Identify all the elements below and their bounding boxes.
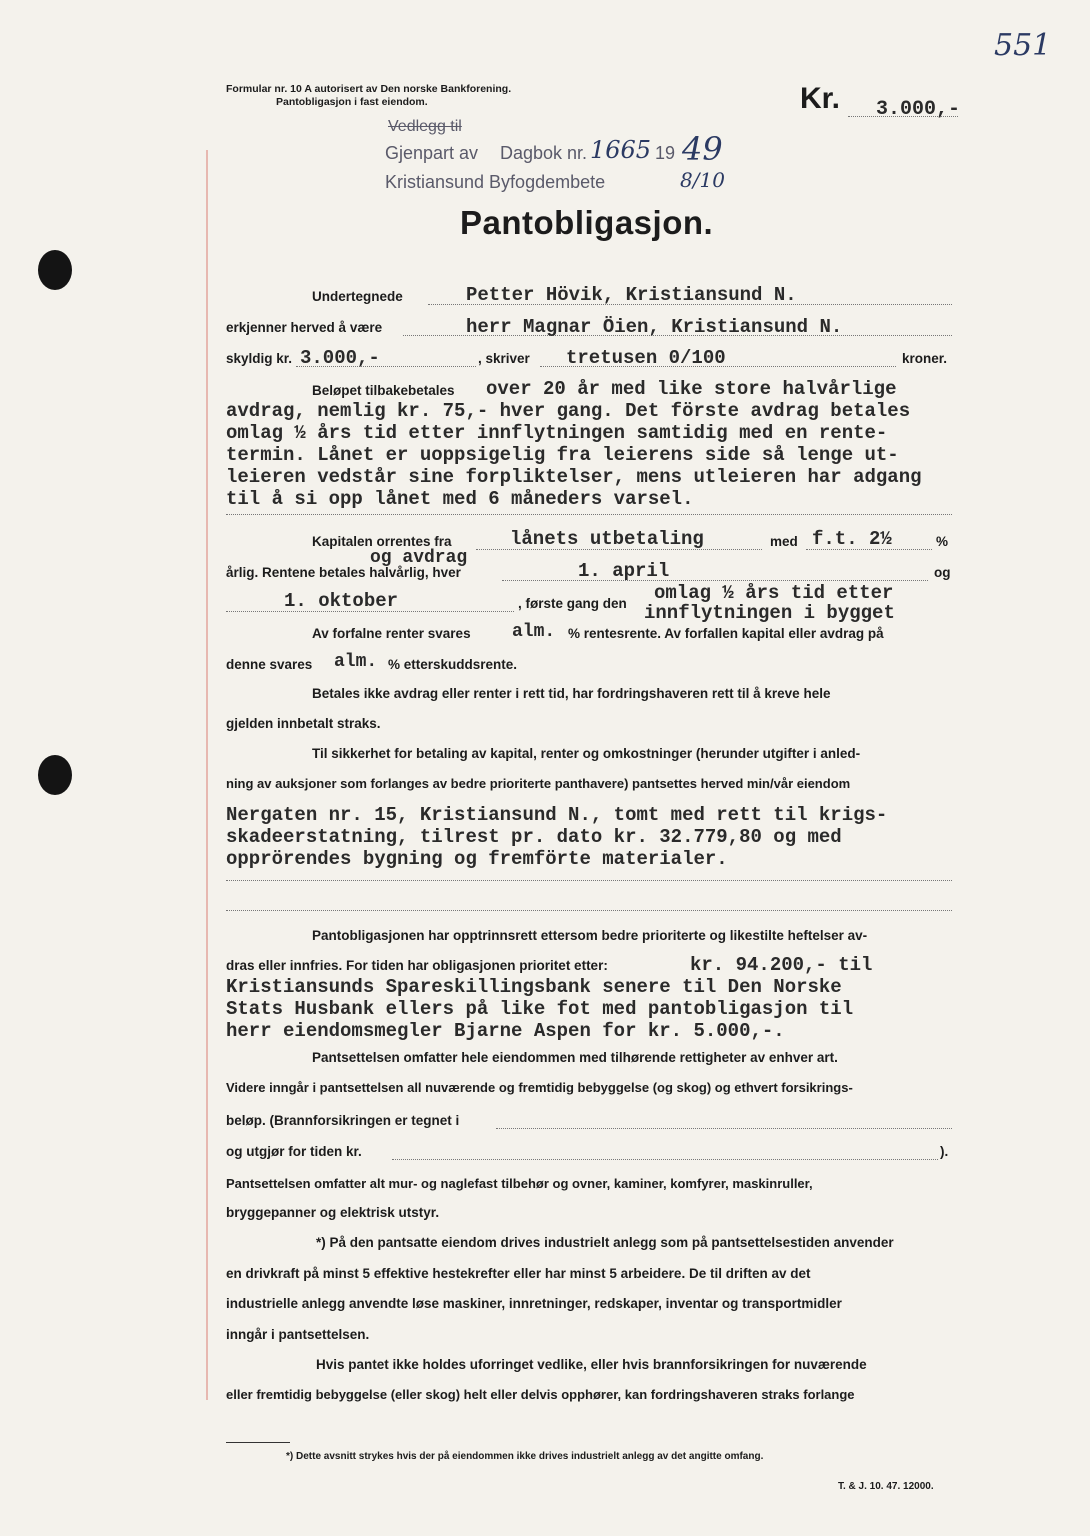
priority-line2: dras eller innfries. For tiden har obligasjonen prioritet etter: bbox=[226, 958, 608, 973]
maintenance-line2: eller fremtidig bebyggelse (eller skog) helt eller delvis opphører, kan fordringshaveren straks forlange bbox=[226, 1387, 855, 1402]
stamp-year-prefix: 19 bbox=[655, 143, 676, 163]
second-date: 1. oktober bbox=[284, 590, 399, 612]
industrial-line4: inngår i pantsettelsen. bbox=[226, 1327, 370, 1342]
form-header-line1: Formular nr. 10 A autorisert av Den norske Bankforening. bbox=[226, 83, 512, 95]
undertegnede-value: Petter Hövik, Kristiansund N. bbox=[466, 284, 797, 306]
priority-typed: kr. 94.200,- til bbox=[690, 954, 873, 976]
coverage-line3: beløp. (Brannforsikringen er tegnet i bbox=[226, 1113, 460, 1128]
industrial-line1: *) På den pantsatte eiendom drives industrielt anlegg som på pantsettelsestiden anvender bbox=[316, 1235, 894, 1250]
erkjenner-value: herr Magnar Öien, Kristiansund N. bbox=[466, 316, 843, 338]
erkjenner-label: erkjenner herved å være bbox=[226, 320, 383, 335]
denne-value: alm. bbox=[334, 652, 378, 672]
footnote: *) Dette avsnitt strykes hvis der på eiendommen ikke drives industrielt anlegg av det angitte omfang. bbox=[286, 1451, 764, 1462]
priority-line1: Pantobligasjonen har opptrinnsrett ettersom bedre prioriterte og likestilte heftelser av- bbox=[312, 928, 868, 943]
stamp-date: 8/10 bbox=[680, 168, 725, 192]
first-date-line bbox=[502, 580, 928, 581]
punch-hole-top bbox=[38, 250, 72, 290]
footnote-rule bbox=[226, 1442, 290, 1443]
stamp-dagbok-number: 1665 bbox=[590, 136, 652, 164]
etterskudd-text: % etterskuddsrente. bbox=[388, 657, 518, 672]
coverage-line5: Pantsettelsen omfatter alt mur- og naglefast tilbehør og ovner, kaminer, komfyrer, maskinruller, bbox=[226, 1176, 813, 1191]
punch-hole-bottom bbox=[38, 755, 72, 795]
coverage-line6: bryggepanner og elektrisk utstyr. bbox=[226, 1205, 440, 1220]
coverage-line4: og utgjør for tiden kr. bbox=[226, 1144, 362, 1159]
skyldig-value: 3.000,- bbox=[300, 347, 380, 369]
industrial-line2: en drivkraft på minst 5 effektive hestekrefter eller har minst 5 arbeidere. De til driften av det bbox=[226, 1266, 811, 1281]
industrial-line3: industrielle anlegg anvendte løse maskiner, innretninger, redskaper, inventar og transportmidler bbox=[226, 1296, 842, 1311]
forste-value-1: omlag ½ års tid etter bbox=[654, 582, 894, 604]
first-date: 1. april bbox=[578, 560, 670, 582]
forste-value-2: innflytningen i bygget bbox=[644, 602, 895, 624]
priority-typed: Stats Husbank ellers på like fot med pantobligasjon til bbox=[226, 998, 854, 1020]
coverage-line1: Pantsettelsen omfatter hele eiendommen med tilhørende rettigheter av enhver art. bbox=[312, 1050, 838, 1065]
property-line: opprörendes bygning og fremförte materialer. bbox=[226, 848, 728, 870]
sikkerhet-line2: ning av auksjoner som forlanges av bedre prioriterte panthavere) pantsettes herved min/vår eiendom bbox=[226, 776, 851, 791]
page-number: 551 bbox=[994, 28, 1052, 63]
forfalne-value: alm. bbox=[512, 622, 556, 642]
repayment-line: avdrag, nemlig kr. 75,- hver gang. Det förste avdrag betales bbox=[226, 400, 911, 422]
margin-rule bbox=[206, 150, 208, 1400]
priority-typed: Kristiansunds Spareskillingsbank senere til Den Norske bbox=[226, 976, 842, 998]
amount-value: 3.000,- bbox=[876, 98, 961, 121]
property-line-blank2 bbox=[226, 910, 952, 911]
skyldig-label: skyldig kr. bbox=[226, 351, 293, 366]
form-header-line2: Pantobligasjon i fast eiendom. bbox=[276, 96, 428, 108]
property-line-blank1 bbox=[226, 880, 952, 881]
med-label: med bbox=[770, 534, 798, 549]
rentesrente-text: % rentesrente. Av forfallen kapital eller avdrag på bbox=[568, 626, 884, 641]
aarlig-label: årlig. Rentene betales halvårlig, hver bbox=[226, 565, 461, 580]
coverage-line2: Videre inngår i pantsettelsen all nuværende og fremtidig bebyggelse (og skog) og ethvert forsikrings- bbox=[226, 1080, 853, 1095]
orrentes-label: Kapitalen orrentes fra bbox=[312, 534, 452, 549]
skriver-label: , skriver bbox=[478, 351, 530, 366]
stamp-office: Kristiansund Byfogdembete bbox=[385, 172, 606, 192]
amount-prefix: Kr. bbox=[800, 82, 841, 115]
forfalne-label: Av forfalne renter svares bbox=[312, 626, 471, 641]
document-title: Pantobligasjon. bbox=[460, 204, 714, 241]
repayment-line: over 20 år med like store halvårlige bbox=[486, 378, 897, 400]
repayment-line: omlag ½ års tid etter innflytningen samtidig med en rente- bbox=[226, 422, 888, 444]
betales-ikke-line1: Betales ikke avdrag eller renter i rett tid, har fordringshaveren rett til å kreve hele bbox=[312, 686, 831, 701]
repayment-line: leieren vedstår sine forpliktelser, mens utleieren har adgang bbox=[226, 466, 922, 488]
med-value: f.t. 2½ bbox=[812, 528, 892, 550]
betales-ikke-line2: gjelden innbetalt straks. bbox=[226, 716, 381, 731]
repayment-line: til å si opp lånet med 6 måneders varsel. bbox=[226, 488, 694, 510]
repayment-end-line bbox=[226, 514, 952, 515]
undertegnede-label: Undertegnede bbox=[312, 289, 403, 304]
kroner-label: kroner. bbox=[902, 351, 948, 366]
stamp-year-suffix: 49 bbox=[682, 130, 723, 168]
orrentes-value: lånets utbetaling bbox=[510, 528, 704, 550]
repayment-line: termin. Lånet er uoppsigelig fra leierens side så lenge ut- bbox=[226, 444, 899, 466]
coverage-line4-end: ). bbox=[940, 1144, 949, 1159]
maintenance-line1: Hvis pantet ikke holdes uforringet vedlike, eller hvis brannforsikringen for nuværende bbox=[316, 1357, 867, 1372]
sikkerhet-line1: Til sikkerhet for betaling av kapital, renter og omkostninger (herunder utgifter i anled- bbox=[312, 746, 861, 761]
denne-label: denne svares bbox=[226, 657, 313, 672]
property-line: Nergaten nr. 15, Kristiansund N., tomt med rett til krigs- bbox=[226, 804, 888, 826]
brannforsikring-line bbox=[496, 1128, 952, 1129]
repayment-label: Beløpet tilbakebetales bbox=[312, 383, 455, 398]
stamp-vedlegg: Vedlegg til bbox=[388, 118, 462, 135]
stamp-dagbok-label: Dagbok nr. bbox=[500, 143, 588, 163]
skriver-value: tretusen 0/100 bbox=[566, 347, 726, 369]
og-label: og bbox=[934, 565, 951, 580]
priority-typed: herr eiendomsmegler Bjarne Aspen for kr. 5.000,-. bbox=[226, 1020, 785, 1042]
forste-label: , første gang den bbox=[518, 596, 627, 611]
og-avdrag: og avdrag bbox=[370, 548, 468, 568]
stamp-gjenpart: Gjenpart av bbox=[385, 143, 479, 163]
utgjor-line bbox=[392, 1159, 938, 1160]
percent-sign: % bbox=[936, 534, 949, 549]
printer-mark: T. & J. 10. 47. 12000. bbox=[838, 1481, 934, 1492]
property-line: skadeerstatning, tilrest pr. dato kr. 32.779,80 og med bbox=[226, 826, 842, 848]
